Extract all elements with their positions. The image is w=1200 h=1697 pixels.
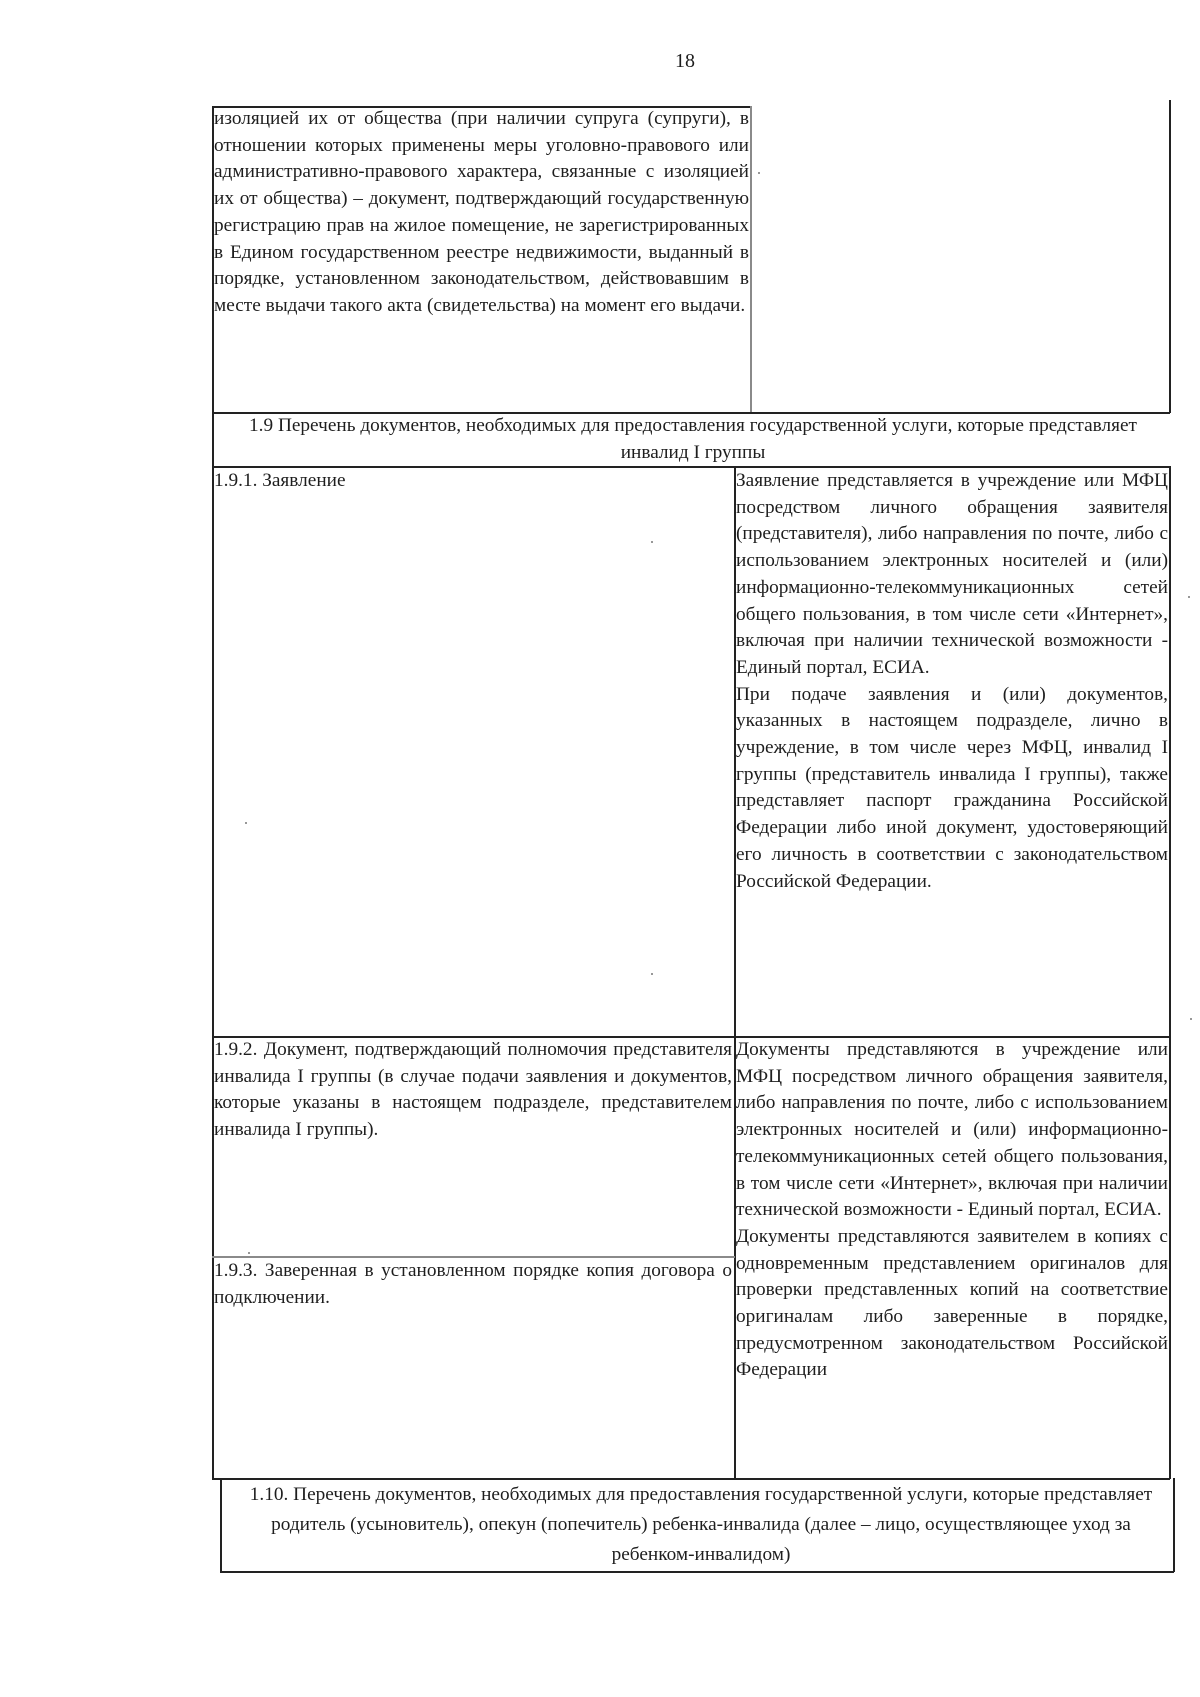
section-box-bottom xyxy=(220,1571,1174,1573)
row-1-9-1-document: 1.9.1. Заявление xyxy=(214,470,346,491)
table-border-left-mid xyxy=(212,412,214,467)
scan-speck xyxy=(758,172,760,174)
scan-speck xyxy=(245,822,247,824)
row-1-9-1-description xyxy=(736,468,1168,895)
scan-speck xyxy=(1188,596,1190,598)
row-1-9-1-paragraph: Заявление представляется в учреждение или МФЦ посредством личного обращения заявителя (представителя), либо направления по почте, либо с использованием электронных носителей и (или) информационно-телекоммуникационных сетей общего пользования, в том числе сети «Интернет», включая при наличии технической возможности - Единый портал, ЕСИА. xyxy=(736,470,1168,678)
scan-speck xyxy=(651,973,653,975)
table-border-right-lower xyxy=(1169,466,1171,1479)
row-1-9-2-document: 1.9.2. Документ, подтверждающий полномочия представителя инвалида I группы (в случае подачи заявления и документов, которые указаны в настоящем подразделе, представителем инвалида I группы). xyxy=(214,1039,732,1141)
page-number: 18 xyxy=(675,50,695,72)
row-1-9-2-paragraph: Документы представляются заявителем в копиях с одновременным представлением оригиналов для проверки представленных копий на соответствие оригиналам либо заверенные в порядке, предусмотренном законодательством Российской Федерации xyxy=(736,1225,1168,1381)
table-border-left-lower xyxy=(212,466,214,1479)
table-border-right-upper xyxy=(1169,100,1171,413)
row-1-9-2-description xyxy=(736,1037,1168,1384)
section-box-right xyxy=(1173,1478,1175,1572)
row-1-9-3-document: 1.9.3. Заверенная в установленном порядке копия договора о подключении. xyxy=(214,1260,732,1308)
section-1-9-heading: 1.9 Перечень документов, необходимых для предоставления государственной услуги, которые представляет инвалид I группы xyxy=(249,415,1137,463)
top-left-cell: изоляцией их от общества (при наличии супруга (супруги), в отношении которых применены меры уголовно-правового или административно-правового характера, связанные с изоляцией их от общества) – документ, подтверждающий государственную регистрацию прав на жилое помещение, не зарегистрированных в Едином государственном реестре недвижимости, выданный в порядке, установленном законодательством, действовавшим в месте выдачи такого акта (свидетельства) на момент его выдачи. xyxy=(214,108,749,316)
section-box-left xyxy=(220,1478,222,1572)
row-1-9-2-paragraph: Документы представляются в учреждение или МФЦ посредством личного обращения заявителя, либо направления по почте, либо с использованием электронных носителей и (или) информационно-телекоммуникационных сетей общего пользования, в том числе сети «Интернет», включая при наличии технической возможности - Единый портал, ЕСИА. xyxy=(736,1039,1168,1221)
scan-speck xyxy=(651,541,653,543)
scan-speck xyxy=(248,1252,250,1254)
row-1-9-1-paragraph: При подаче заявления и (или) документов, указанных в настоящем подразделе, лично в учреждение, в том числе через МФЦ, инвалид I группы (представитель инвалида I группы), также представляет паспорт гражданина Российской Федерации либо иной документ, удостоверяющий его личность в соответствии с законодательством Российской Федерации. xyxy=(736,683,1168,892)
section-1-10-heading: 1.10. Перечень документов, необходимых для предоставления государственной услуги, которые представляет родитель (усыновитель), опекун (попечитель) ребенка-инвалида (далее – лицо, осуществляющее уход за ребенком-инвалидом) xyxy=(249,1484,1153,1565)
scan-speck xyxy=(1190,1018,1192,1020)
table-column-divider-upper xyxy=(750,106,752,413)
